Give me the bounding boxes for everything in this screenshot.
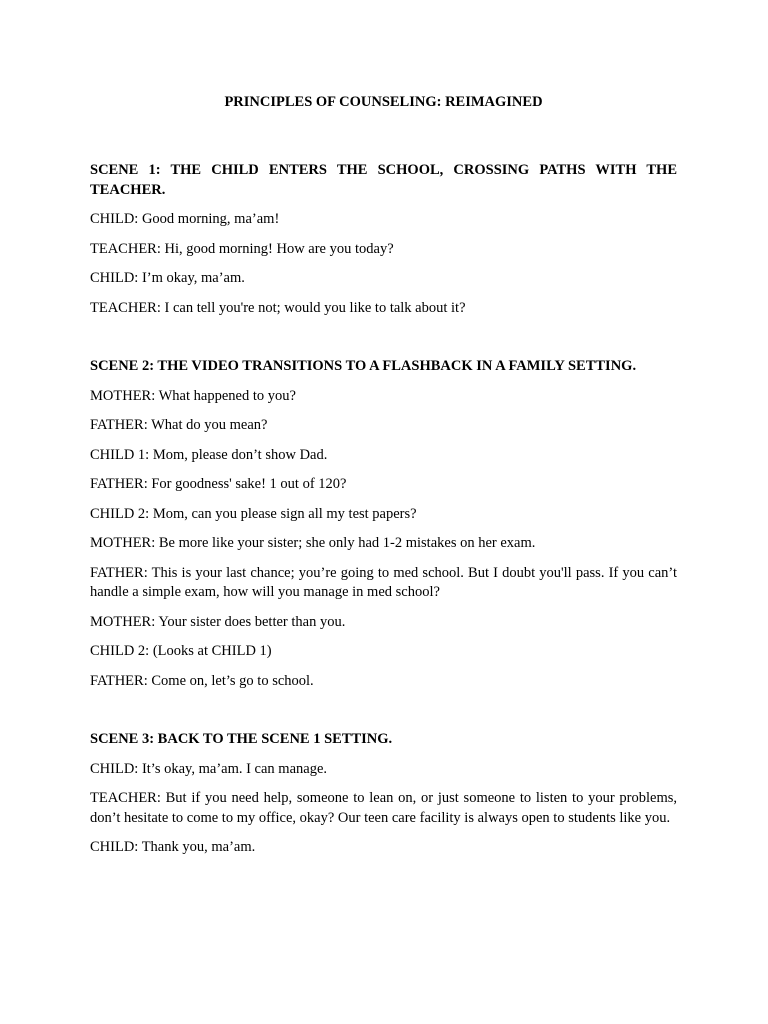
dialogue-line: CHILD 2: (Looks at CHILD 1) xyxy=(90,643,272,659)
dialogue-line: TEACHER: But if you need help, someone to lean on, or just someone to listen to your problems, don’t hesitate to come to my office, okay? Our teen care facility is always open to students like you. xyxy=(90,790,677,826)
scene-heading: SCENE 3: BACK TO THE SCENE 1 SETTING. xyxy=(90,731,393,747)
scene-1 xyxy=(90,161,677,318)
dialogue-line: FATHER: Come on, let’s go to school. xyxy=(90,672,314,689)
scene-heading: SCENE 1: THE CHILD ENTERS THE SCHOOL, CROSSING PATHS WITH THE TEACHER. xyxy=(90,162,677,198)
dialogue-line: CHILD: It’s okay, ma’am. I can manage. xyxy=(90,760,328,777)
dialogue-line: MOTHER: What happened to you? xyxy=(90,387,296,404)
document-body xyxy=(90,92,677,858)
dialogue-line: CHILD: Thank you, ma’am. xyxy=(90,839,256,855)
scene-3 xyxy=(90,730,677,858)
dialogue-line: FATHER: For goodness' sake! 1 out of 120? xyxy=(90,476,347,492)
dialogue-line: CHILD: I’m okay, ma’am. xyxy=(90,270,245,286)
dialogue-line: CHILD: Good morning, ma’am! xyxy=(90,211,280,227)
dialogue-line: MOTHER: Be more like your sister; she only had 1-2 mistakes on her exam. xyxy=(90,535,536,551)
dialogue-line: CHILD 2: Mom, can you please sign all my test papers? xyxy=(90,505,417,522)
dialogue-line: TEACHER: I can tell you're not; would you like to talk about it? xyxy=(90,299,466,316)
dialogue-line: MOTHER: Your sister does better than you. xyxy=(90,613,346,630)
scene-2 xyxy=(90,357,677,691)
dialogue-line: CHILD 1: Mom, please don’t show Dad. xyxy=(90,446,328,463)
document-title: PRINCIPLES OF COUNSELING: REIMAGINED xyxy=(224,94,543,110)
dialogue-line: TEACHER: Hi, good morning! How are you today? xyxy=(90,240,394,257)
scene-heading: SCENE 2: THE VIDEO TRANSITIONS TO A FLASHBACK IN A FAMILY SETTING. xyxy=(90,358,637,374)
dialogue-line: FATHER: This is your last chance; you’re going to med school. But I doubt you'll pass. If you can’t handle a simple exam, how will you manage in med school? xyxy=(90,564,677,600)
dialogue-line: FATHER: What do you mean? xyxy=(90,417,268,433)
